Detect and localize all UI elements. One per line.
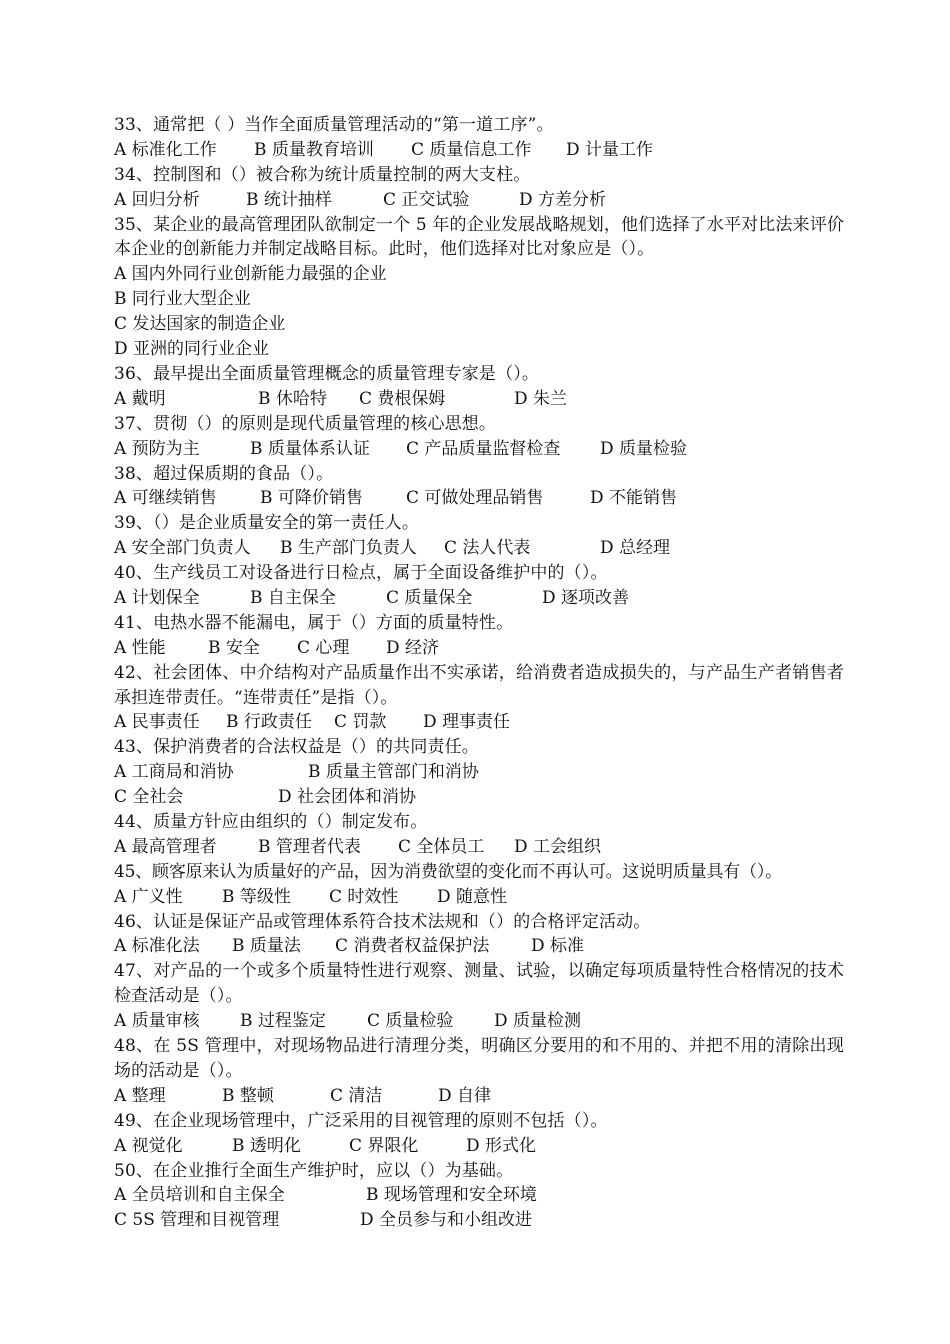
question-42: [114, 661, 844, 736]
option-d: D 理事责任: [423, 712, 511, 733]
question-text: 39、（）是企业质量安全的第一责任人。: [114, 513, 419, 534]
question-text: 42、社会团体、中介结构对产品质量作出不实承诺，给消费者造成损失的，与产品生产者销售者承担连带责任。“连带责任”是指（）。: [114, 662, 844, 708]
options-row: [114, 188, 844, 213]
option-c: C 正交试验: [383, 189, 470, 210]
question-text: 43、保护消费者的合法权益是（）的共同责任。: [114, 737, 479, 758]
option-c: C 质量保全: [386, 587, 473, 608]
options-row: [114, 1183, 844, 1208]
question-49: [114, 1109, 844, 1159]
option-b: B 行政责任: [226, 712, 312, 733]
question-text: 49、在企业现场管理中，广泛采用的目视管理的原则不包括（）。: [114, 1110, 608, 1131]
option-c: C 发达国家的制造企业: [114, 314, 286, 335]
options-row: [114, 138, 844, 163]
option-a: A 安全部门负责人: [114, 538, 251, 559]
question-40: [114, 561, 844, 611]
question-44: [114, 810, 844, 860]
option-a: A 戴明: [114, 388, 166, 409]
question-text: 45、顾客原来认为质量好的产品，因为消费欲望的变化而不再认可。这说明质量具有（）。: [114, 861, 782, 882]
question-45: [114, 860, 844, 910]
options-row: [114, 387, 844, 412]
question-35: [114, 213, 844, 362]
question-text: 48、在 5S 管理中，对现场物品进行清理分类，明确区分要用的和不用的、并把不用的清除出现场的活动是（）。: [114, 1036, 844, 1081]
option-a: A 广义性: [114, 886, 183, 907]
option-d: D 质量检验: [600, 438, 688, 459]
option-a: A 质量审核: [114, 1011, 200, 1032]
question-46: [114, 910, 844, 960]
option-d: D 自律: [438, 1085, 492, 1106]
question-text: 34、控制图和（）被合称为统计质量控制的两大支柱。: [114, 164, 531, 185]
option-c: C 产品质量监督检查: [406, 438, 561, 459]
option-b: B 质量主管部门和消协: [308, 762, 479, 783]
options-row: [114, 636, 844, 661]
option-b: B 质量教育培训: [254, 139, 374, 160]
option-a: A 国内外同行业创新能力最强的企业: [114, 264, 387, 285]
option-c: C 可做处理品销售: [406, 488, 544, 509]
option-c: C 消费者权益保护法: [335, 936, 490, 957]
option-a: A 视觉化: [114, 1135, 183, 1156]
option-d: D 标准: [531, 936, 585, 957]
question-text: 38、超过保质期的食品（）。: [114, 463, 334, 484]
option-c: C 清洁: [330, 1085, 383, 1106]
question-48: [114, 1034, 844, 1109]
options-row: [114, 486, 844, 511]
option-d: D 不能销售: [590, 488, 678, 509]
options-row: [114, 1134, 844, 1159]
option-b: B 统计抽样: [246, 189, 332, 210]
option-a: A 标准化工作: [114, 139, 217, 160]
option-b: B 质量法: [232, 936, 301, 957]
options-row: [114, 785, 844, 810]
option-c: C 质量信息工作: [411, 139, 532, 160]
option-b: B 管理者代表: [258, 836, 361, 857]
question-text: 50、在企业推行全面生产维护时，应以（）为基础。: [114, 1160, 514, 1181]
options-row: [114, 1084, 844, 1109]
option-c: C 时效性: [329, 886, 399, 907]
option-b: B 同行业大型企业: [114, 289, 251, 310]
option-a: A 工商局和消协: [114, 762, 234, 783]
option-b: B 休哈特: [258, 388, 327, 409]
option-a: A 预防为主: [114, 438, 200, 459]
options-row: [114, 536, 844, 561]
question-39: [114, 511, 844, 561]
option-b: B 过程鉴定: [240, 1011, 326, 1032]
option-c: C 法人代表: [444, 538, 531, 559]
option-b: B 质量体系认证: [250, 438, 370, 459]
question-list: [114, 113, 844, 1233]
question-37: [114, 412, 844, 462]
options-row: [114, 586, 844, 611]
option-a: A 最高管理者: [114, 836, 217, 857]
question-50: [114, 1159, 844, 1234]
question-43: [114, 735, 844, 810]
question-33: [114, 113, 844, 163]
option-a: A 可继续销售: [114, 488, 217, 509]
option-d: D 质量检测: [494, 1011, 582, 1032]
question-41: [114, 611, 844, 661]
question-text: 44、质量方针应由组织的（）制定发布。: [114, 812, 428, 832]
option-b: B 现场管理和安全环境: [366, 1185, 537, 1206]
option-c: C 全体员工: [398, 836, 485, 857]
question-text: 33、通常把（ ）当作全面质量管理活动的“第一道工序”。: [114, 115, 554, 135]
option-b: B 整顿: [222, 1085, 274, 1106]
options-row: [114, 885, 844, 910]
option-b: B 安全: [208, 637, 260, 658]
options-row: [114, 710, 844, 735]
question-38: [114, 462, 844, 512]
option-a: A 计划保全: [114, 587, 200, 608]
options-row: [114, 835, 844, 860]
option-d: D 方差分析: [519, 189, 607, 210]
option-a: A 全员培训和自主保全: [114, 1185, 285, 1206]
option-a: A 回归分析: [114, 189, 200, 210]
option-d: D 随意性: [437, 886, 508, 907]
option-b: B 自主保全: [250, 587, 336, 608]
option-b: B 等级性: [222, 886, 291, 907]
question-36: [114, 362, 844, 412]
option-c: C 心理: [297, 637, 350, 658]
option-c: C 5S 管理和目视管理: [114, 1210, 280, 1231]
question-text: 40、生产线员工对设备进行日检点，属于全面设备维护中的（）。: [114, 563, 608, 584]
option-d: D 全员参与和小组改进: [360, 1210, 533, 1231]
question-text: 35、某企业的最高管理团队欲制定一个 5 年的企业发展战略规划，他们选择了水平对比法来评价本企业的创新能力并制定战略目标。此时，他们选择对比对象应是（）。: [114, 214, 845, 260]
option-c: C 全社会: [114, 787, 184, 808]
question-text: 41、电热水器不能漏电，属于（）方面的质量特性。: [114, 612, 514, 633]
option-d: D 社会团体和消协: [278, 787, 417, 808]
option-c: C 界限化: [349, 1135, 419, 1156]
option-a: A 整理: [114, 1085, 166, 1106]
option-c: C 质量检验: [367, 1011, 454, 1032]
option-b: B 生产部门负责人: [280, 538, 417, 559]
option-d: D 亚洲的同行业企业: [114, 339, 270, 360]
option-c: C 罚款: [334, 712, 387, 733]
option-d: D 逐项改善: [542, 587, 630, 608]
question-34: [114, 163, 844, 213]
option-d: D 朱兰: [514, 388, 568, 409]
option-d: D 形式化: [466, 1135, 537, 1156]
question-47: [114, 959, 844, 1034]
option-a: A 标准化法: [114, 936, 200, 957]
question-text: 37、贯彻（）的原则是现代质量管理的核心思想。: [114, 413, 497, 434]
options-row: [114, 934, 844, 959]
question-text: 36、最早提出全面质量管理概念的质量管理专家是（）。: [114, 363, 540, 384]
option-d: D 总经理: [600, 538, 671, 559]
option-a: A 民事责任: [114, 712, 200, 733]
option-a: A 性能: [114, 637, 166, 658]
question-text: 46、认证是保证产品或管理体系符合技术法规和（）的合格评定活动。: [114, 911, 651, 932]
option-d: D 计量工作: [566, 139, 654, 160]
options-row: [114, 437, 844, 462]
option-d: D 经济: [386, 637, 440, 658]
question-text: 47、对产品的一个或多个质量特性进行观察、测量、试验，以确定每项质量特性合格情况的技术检查活动是（）。: [114, 961, 844, 1007]
option-d: D 工会组织: [514, 836, 602, 857]
options-row: [114, 760, 844, 785]
option-b: B 透明化: [232, 1135, 301, 1156]
options-row: [114, 1208, 844, 1233]
option-c: C 费根保姆: [359, 388, 446, 409]
option-b: B 可降价销售: [260, 488, 363, 509]
options-row: [114, 1009, 844, 1034]
